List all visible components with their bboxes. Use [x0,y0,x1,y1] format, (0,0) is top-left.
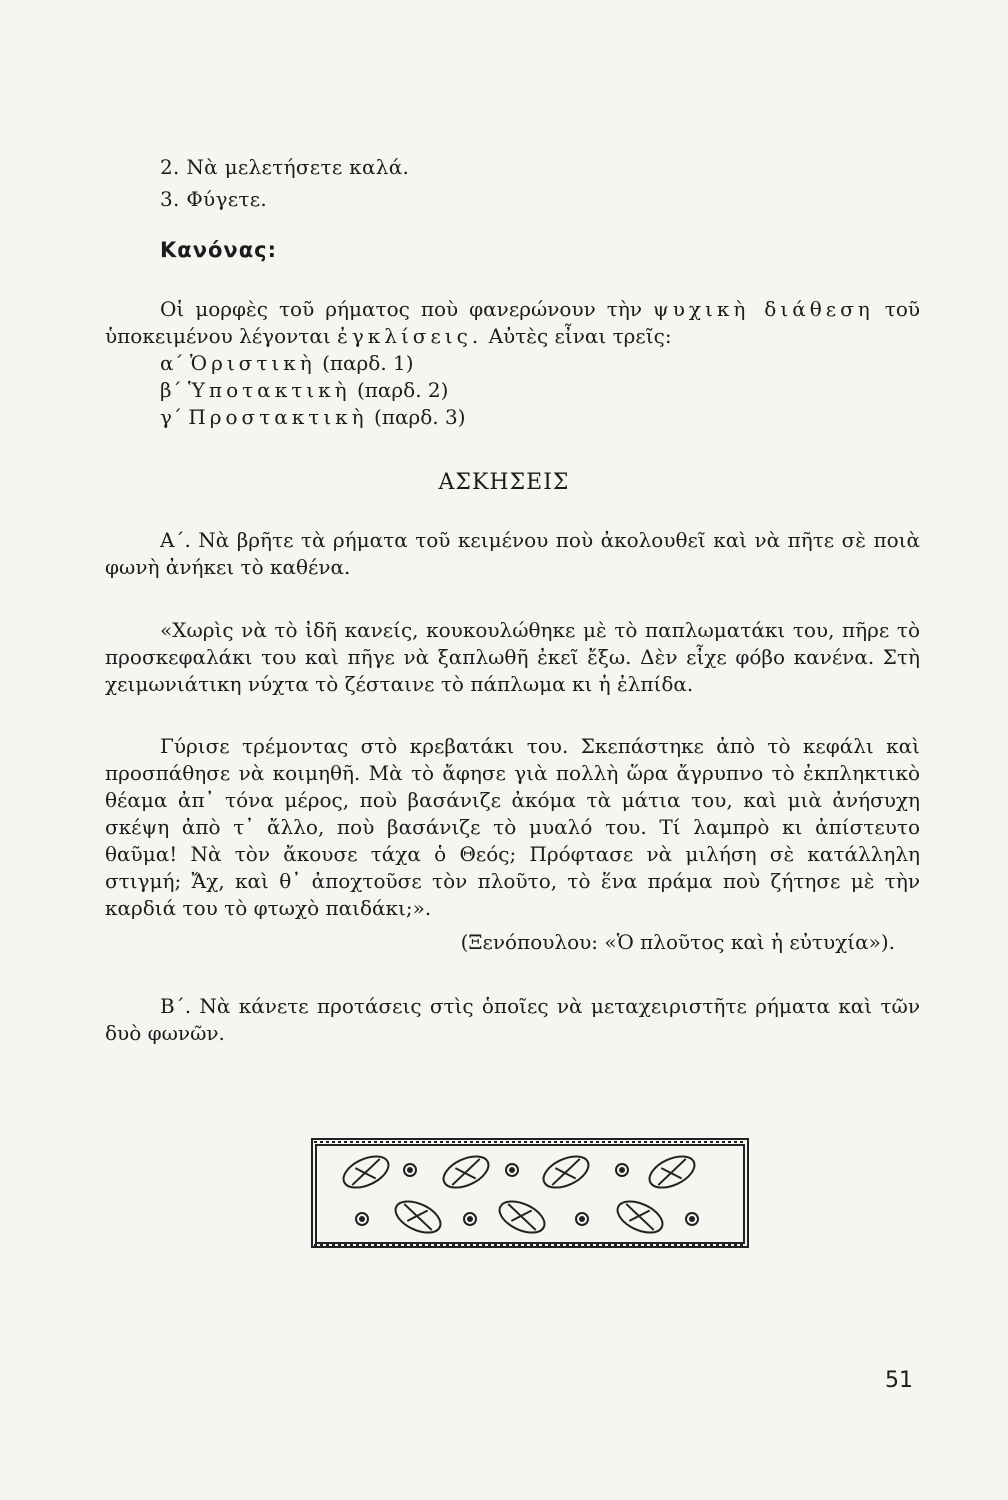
passage-p1-text: «Χωρὶς νὰ τὸ ἰδῆ κανείς, κουκουλώθηκε μὲ τὸ παπλωματάκι του, πῆρε τὸ προσκεφαλάκι του καὶ πῆγε νὰ ξαπλωθῆ ἐκεῖ ἔξω. Δὲν εἶχε φόβο κανένα. Στὴ χειμωνιάτικη νύχτα τὸ ζέσταινε τὸ πάπλωμα κι ἡ ἐλπίδα. [105,618,920,696]
mood-line-1 [105,350,920,377]
passage-paragraph-2 [105,733,920,922]
rule-text-part1: Οἱ μορφὲς τοῦ ρήματος ποὺ φανερώνουν τὴν [160,297,642,321]
mood-name: Ὑποτακτικὴ [187,378,351,402]
mood-line-2 [105,377,920,404]
mood-ref: (παρδ. 1) [322,351,414,375]
rule-text [105,296,920,431]
mood-number: β΄ [160,378,182,402]
list-item-3: 3. Φύγετε. [160,187,268,211]
exercise-b [105,993,920,1047]
rule-text-spaced2: ἐγκλίσεις. [337,324,483,348]
mood-ref: (παρδ. 3) [374,405,466,429]
leaf-ornament-icon [310,1135,750,1250]
mood-name: Ὁριστικὴ [189,351,316,375]
rule-heading: Κανόνας: [160,238,278,262]
mood-line-3 [105,404,920,431]
passage-p2-text: Γύρισε τρέμοντας στὸ κρεβατάκι του. Σκεπάστηκε ἀπὸ τὸ κεφάλι καὶ προσπάθησε νὰ κοιμηθῆ. Μὰ τὸ ἄφησε γιὰ πολλὴ ὥρα ἄγρυπνο τὸ ἐκπληκτικὸ θέαμα ἀπ᾿ τόνα μέρος, ποὺ βασάνιζε ἀκόμα τὰ μάτια του, καὶ μιὰ ἀνήσυχη σκέψη ἀπὸ τ᾿ ἄλλο, ποὺ βασάνιζε τὸ μυαλό του. Τί λαμπρὸ κι ἀπίστευτο θαῦμα! Νὰ τὸν ἄκουσε τάχα ὁ Θεός; Πρόφτασε νὰ μιλήση σὲ κατάλληλη στιγμή; Ἄχ, καὶ θ᾿ ἀποχτοῦσε τὸν πλοῦτο, τὸ ἕνα πράμα ποὺ ζήτησε μὲ τὴν καρδιά του τὸ φτωχὸ παιδάκι;». [105,734,920,920]
exercises-title: ΑΣΚΗΣΕΙΣ [438,470,570,495]
exercise-b-text: Β΄. Νὰ κάνετε προτάσεις στὶς ὁποῖες νὰ μεταχειριστῆτε ρήματα καὶ τῶν δυὸ φωνῶν. [105,994,920,1045]
mood-ref: (παρδ. 2) [356,378,449,402]
citation: (Ξενόπουλου: «Ὁ πλοῦτος καὶ ἡ εὐτυχία»). [460,930,895,954]
mood-number: α΄ [160,351,184,375]
rule-text-spaced1: ψυχικὴ διάθεση [653,297,874,321]
mood-name: Προστακτικὴ [188,405,368,429]
list-item-2: 2. Νὰ μελετήσετε καλά. [160,155,410,179]
page-number: 51 [885,1368,913,1393]
rule-text-part3: Αὐτὲς εἶναι τρεῖς: [488,324,672,348]
passage-paragraph-1 [105,617,920,698]
mood-number: γ΄ [160,405,182,429]
exercise-a-text: Α΄. Νὰ βρῆτε τὰ ρήματα τοῦ κειμένου ποὺ ἀκολουθεῖ καὶ νὰ πῆτε σὲ ποιὰ φωνὴ ἀνήκει τὸ καθένα. [105,528,920,579]
exercise-a [105,527,920,581]
rule-text-part2: τοῦ ὑποκειμένου λέγονται [105,297,921,348]
